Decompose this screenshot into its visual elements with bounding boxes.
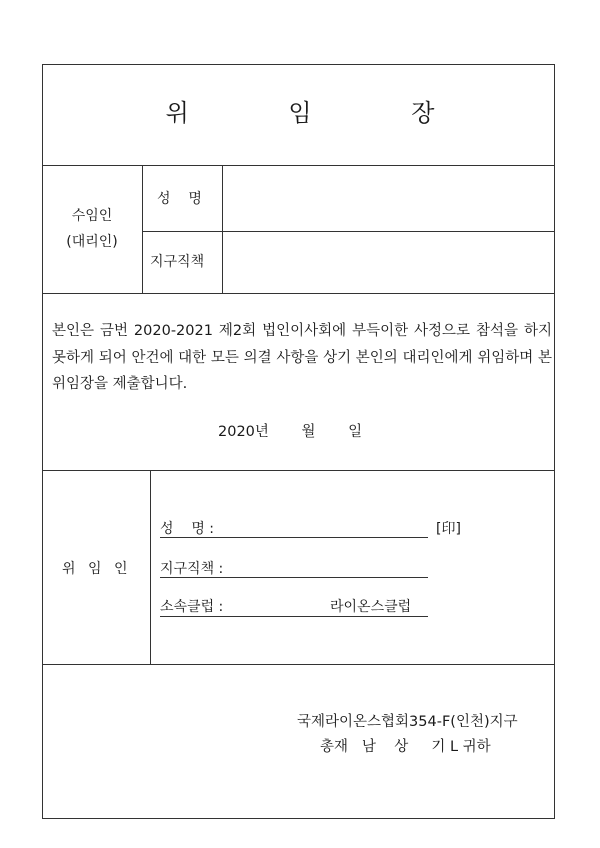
proxy-position-label: 지구직책 xyxy=(150,254,205,270)
delegator-name-line[interactable] xyxy=(160,537,428,538)
delegation-statement: 본인은 금번 2020-2021 제2회 법인이사회에 부득이한 사정으로 참석을 하지 못하게 되어 안건에 대한 모든 의결 사항을 상기 본인의 대리인에게 위임하며 본 위임장을 제출합니다. xyxy=(52,323,552,392)
document-frame xyxy=(42,64,555,819)
proxy-name-label: 성 명 xyxy=(157,191,202,207)
rule-under-statement xyxy=(42,470,555,471)
delegator-name-label: 성 명 : xyxy=(160,521,215,537)
proxy-label-line2: (대리인) xyxy=(66,234,118,250)
rule-under-title xyxy=(42,165,555,166)
delegator-club-value: 라이온스클럽 xyxy=(330,599,412,615)
document-title: 위 임 장 xyxy=(165,99,481,127)
date-day: 일 xyxy=(348,424,363,440)
rule-delegator-divider xyxy=(150,470,151,664)
rule-proxy-field-divider xyxy=(222,165,223,293)
recipient-organization: 국제라이온스협회354-F(인천)지구 xyxy=(297,714,518,730)
delegator-position-line[interactable] xyxy=(160,577,428,578)
seal-mark: [印] xyxy=(436,521,461,537)
recipient-addressee: 총재 남 상 기 L 귀하 xyxy=(320,739,491,755)
delegator-section-label: 위 임 인 xyxy=(62,561,128,577)
rule-under-delegator xyxy=(42,664,555,665)
delegator-club-label: 소속클럽 : xyxy=(160,599,224,615)
rule-under-proxy xyxy=(42,293,555,294)
delegator-club-line[interactable] xyxy=(160,616,428,617)
proxy-label-line1: 수임인 xyxy=(71,208,113,224)
delegator-position-label: 지구직책 : xyxy=(160,561,224,577)
rule-proxy-middle xyxy=(142,231,555,232)
date-month: 월 xyxy=(301,424,316,440)
proxy-section-label xyxy=(42,203,142,255)
document-date xyxy=(218,425,362,440)
date-year: 2020년 xyxy=(218,424,269,440)
rule-proxy-label-divider xyxy=(142,165,143,293)
